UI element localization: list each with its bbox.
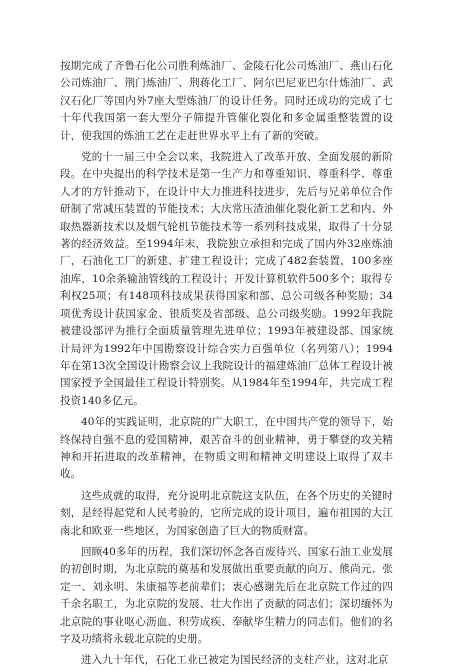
paragraph-3: 40年的实践证明，北京院的广大职工，在中国共产党的领导下，始终保持自强不息的爱国精神，艰苦奋斗的创业精神，勇于攀登的攻关精神和开拓进取的改革精神，在物质文明和精神文明建设上取得了双丰收。 xyxy=(60,416,393,481)
paragraph-1: 按期完成了齐鲁石化公司胜利炼油厂、金陵石化公司炼油厂、燕山石化公司炼油厂、荆门炼油厂、荆蒋化工厂、阿尔巴尼亚巴尔什炼油厂、武汉石化厂等国内外7座大型炼油厂的设计任务。同时还成功的完成了七十年代我国第一套大型分子筛提升管催化裂化和多金属重整装置的设计，使我国的炼油工艺在走赶世界水平上有了新的突破。 xyxy=(60,60,393,142)
paragraph-5: 回顾40多年的历程，我们深切怀念各百废待兴、国家石油工业发展的初创时期，为北京院的奠基和发展做出重要贡献的向万、熊尚元、张定一、刘永明、朱康福等老前辈们；衷心感谢先后在北京院工作过的四千余名职工，为北京院的发展、壮大作出了贡献的同志们；深切缅怀为北京院的事业呕心沥血、积劳成疾、奉献毕生精力的同志们。他们的名字及功绩将永载北京院的史册。 xyxy=(60,545,393,645)
paragraph-6: 进入九十年代，石化工业已被定为国民经济的支柱产业，这对北京 xyxy=(81,654,389,667)
document-page xyxy=(60,58,393,670)
paragraph-2: 党的十一届三中全会以来，我院进入了改革开放、全面发展的新阶段。在中央提出的科学技术是第一生产力和尊重知识、尊重科学、尊重人才的方针推动下，在设计中大力推进科技进步，先后与兄弟单位合作研制了常减压装置的节能技术；大庆常压渣油催化裂化新工艺和内、外取热器新技术以及烟气轮机节能技术等一系列科技成果，取得了十分显著的经济效益。至1994年末，我院独立承担和完成了国内外32座炼油厂，石油化工厂的新建、扩建工程设计；完成了482套装置，100多座油库，10余条输油管线的工程设计；开发计算机软件500多个；取得专利权25项；有148项科技成果获得国家和部、总公司级各种奖励；34项优秀设计获国家金、银质奖及省部级、总公司级奖励。1992年我院被建设部评为推行全面质量管理先进单位；1993年被建设部、国家统计局评为1992年中国勘察设计综合实力百强单位（名列第八）；1994年在第13次全国设计勘察会议上我院设计的福建炼油厂总体工程设计被国家授予全国最佳工程设计特别奖。从1984年至1994年，共完成工程投资140多亿元。 xyxy=(60,151,393,407)
paragraph-4: 这些成就的取得，充分说明北京院这支队伍，在各个历史的关键时刻，是经得起党和人民考验的，它所完成的设计项目，遍布祖国的大江南北和欧亚一些地区，为国家创造了巨大的物质财富。 xyxy=(60,489,393,537)
